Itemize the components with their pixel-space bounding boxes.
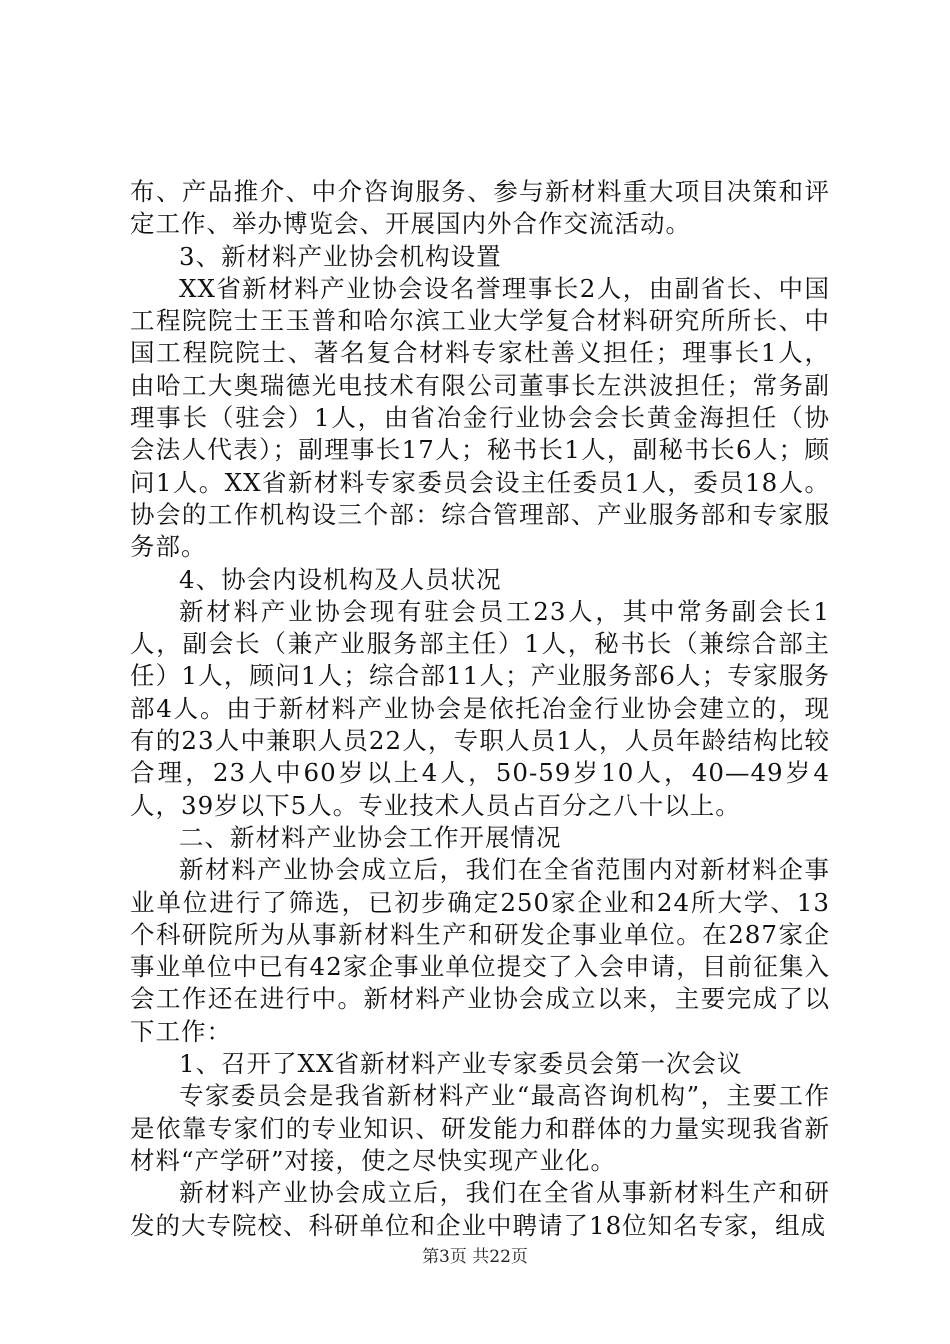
- paragraph: 二、新材料产业协会工作开展情况: [179, 822, 562, 852]
- paragraph: 新材料产业协会现有驻会员工23人，其中常务副会长1人，副会长（兼产业服务部主任）1人，秘书长（兼综合部主任）1人，顾问1人；综合部11人；产业服务部6人；专家服务部4人。由于新材料产业协会是依托冶金行业协会建立的，现有的23人中兼职人员22人，专职人员1人，人员年龄结构比较合理，23人中60岁以上4人，50-59岁10人，40—49岁4人，39岁以下5人。专业技术人员占百分之八十以上。: [130, 596, 830, 820]
- paragraph: 1、召开了XX省新材料产业专家委员会第一次会议: [179, 1049, 743, 1079]
- paragraph: 新材料产业协会成立后，我们在全省范围内对新材料企事业单位进行了筛选，已初步确定250家企业和24所大学、13个科研院所为从事新材料生产和研发企事业单位。在287家企事业单位中已有42家企事业单位提交了入会申请，目前征集入会工作还在进行中。新材料产业协会成立以来，主要完成了以下工作：: [130, 855, 830, 1046]
- paragraph: XX省新材料产业协会设名誉理事长2人，由副省长、中国工程院院士王玉普和哈尔滨工业大学复合材料研究所所长、中国工程院院士、著名复合材料专家杜善义担任；理事长1人，由哈工大奥瑞德光电技术有限公司董事长左洪波担任；常务副理事长（驻会）1人，由省冶金行业协会会长黄金海担任（协会法人代表）；副理事长17人；秘书长1人，副秘书长6人；顾问1人。XX省新材料专家委员会设主任委员1人，委员18人。协会的工作机构设三个部：综合管理部、产业服务部和专家服务部。: [130, 273, 830, 562]
- paragraph: 4、协会内设机构及人员状况: [179, 564, 502, 594]
- paragraph: 布、产品推介、中介咨询服务、参与新材料重大项目决策和评定工作、举办博览会、开展国内外合作交流活动。: [130, 177, 830, 239]
- paragraph: 3、新材料产业协会机构设置: [179, 241, 502, 271]
- paragraph: 专家委员会是我省新材料产业“最高咨询机构”，主要工作是依靠专家们的专业知识、研发能力和群体的力量实现我省新材料“产学研”对接，使之尽快实现产业化。: [130, 1081, 830, 1175]
- page-footer: 第3页 共22页: [422, 1247, 528, 1267]
- paragraph: 新材料产业协会成立后，我们在全省从事新材料生产和研发的大专院校、科研单位和企业中聘请了18位知名专家，组成: [130, 1178, 830, 1240]
- document-body: [130, 176, 830, 1242]
